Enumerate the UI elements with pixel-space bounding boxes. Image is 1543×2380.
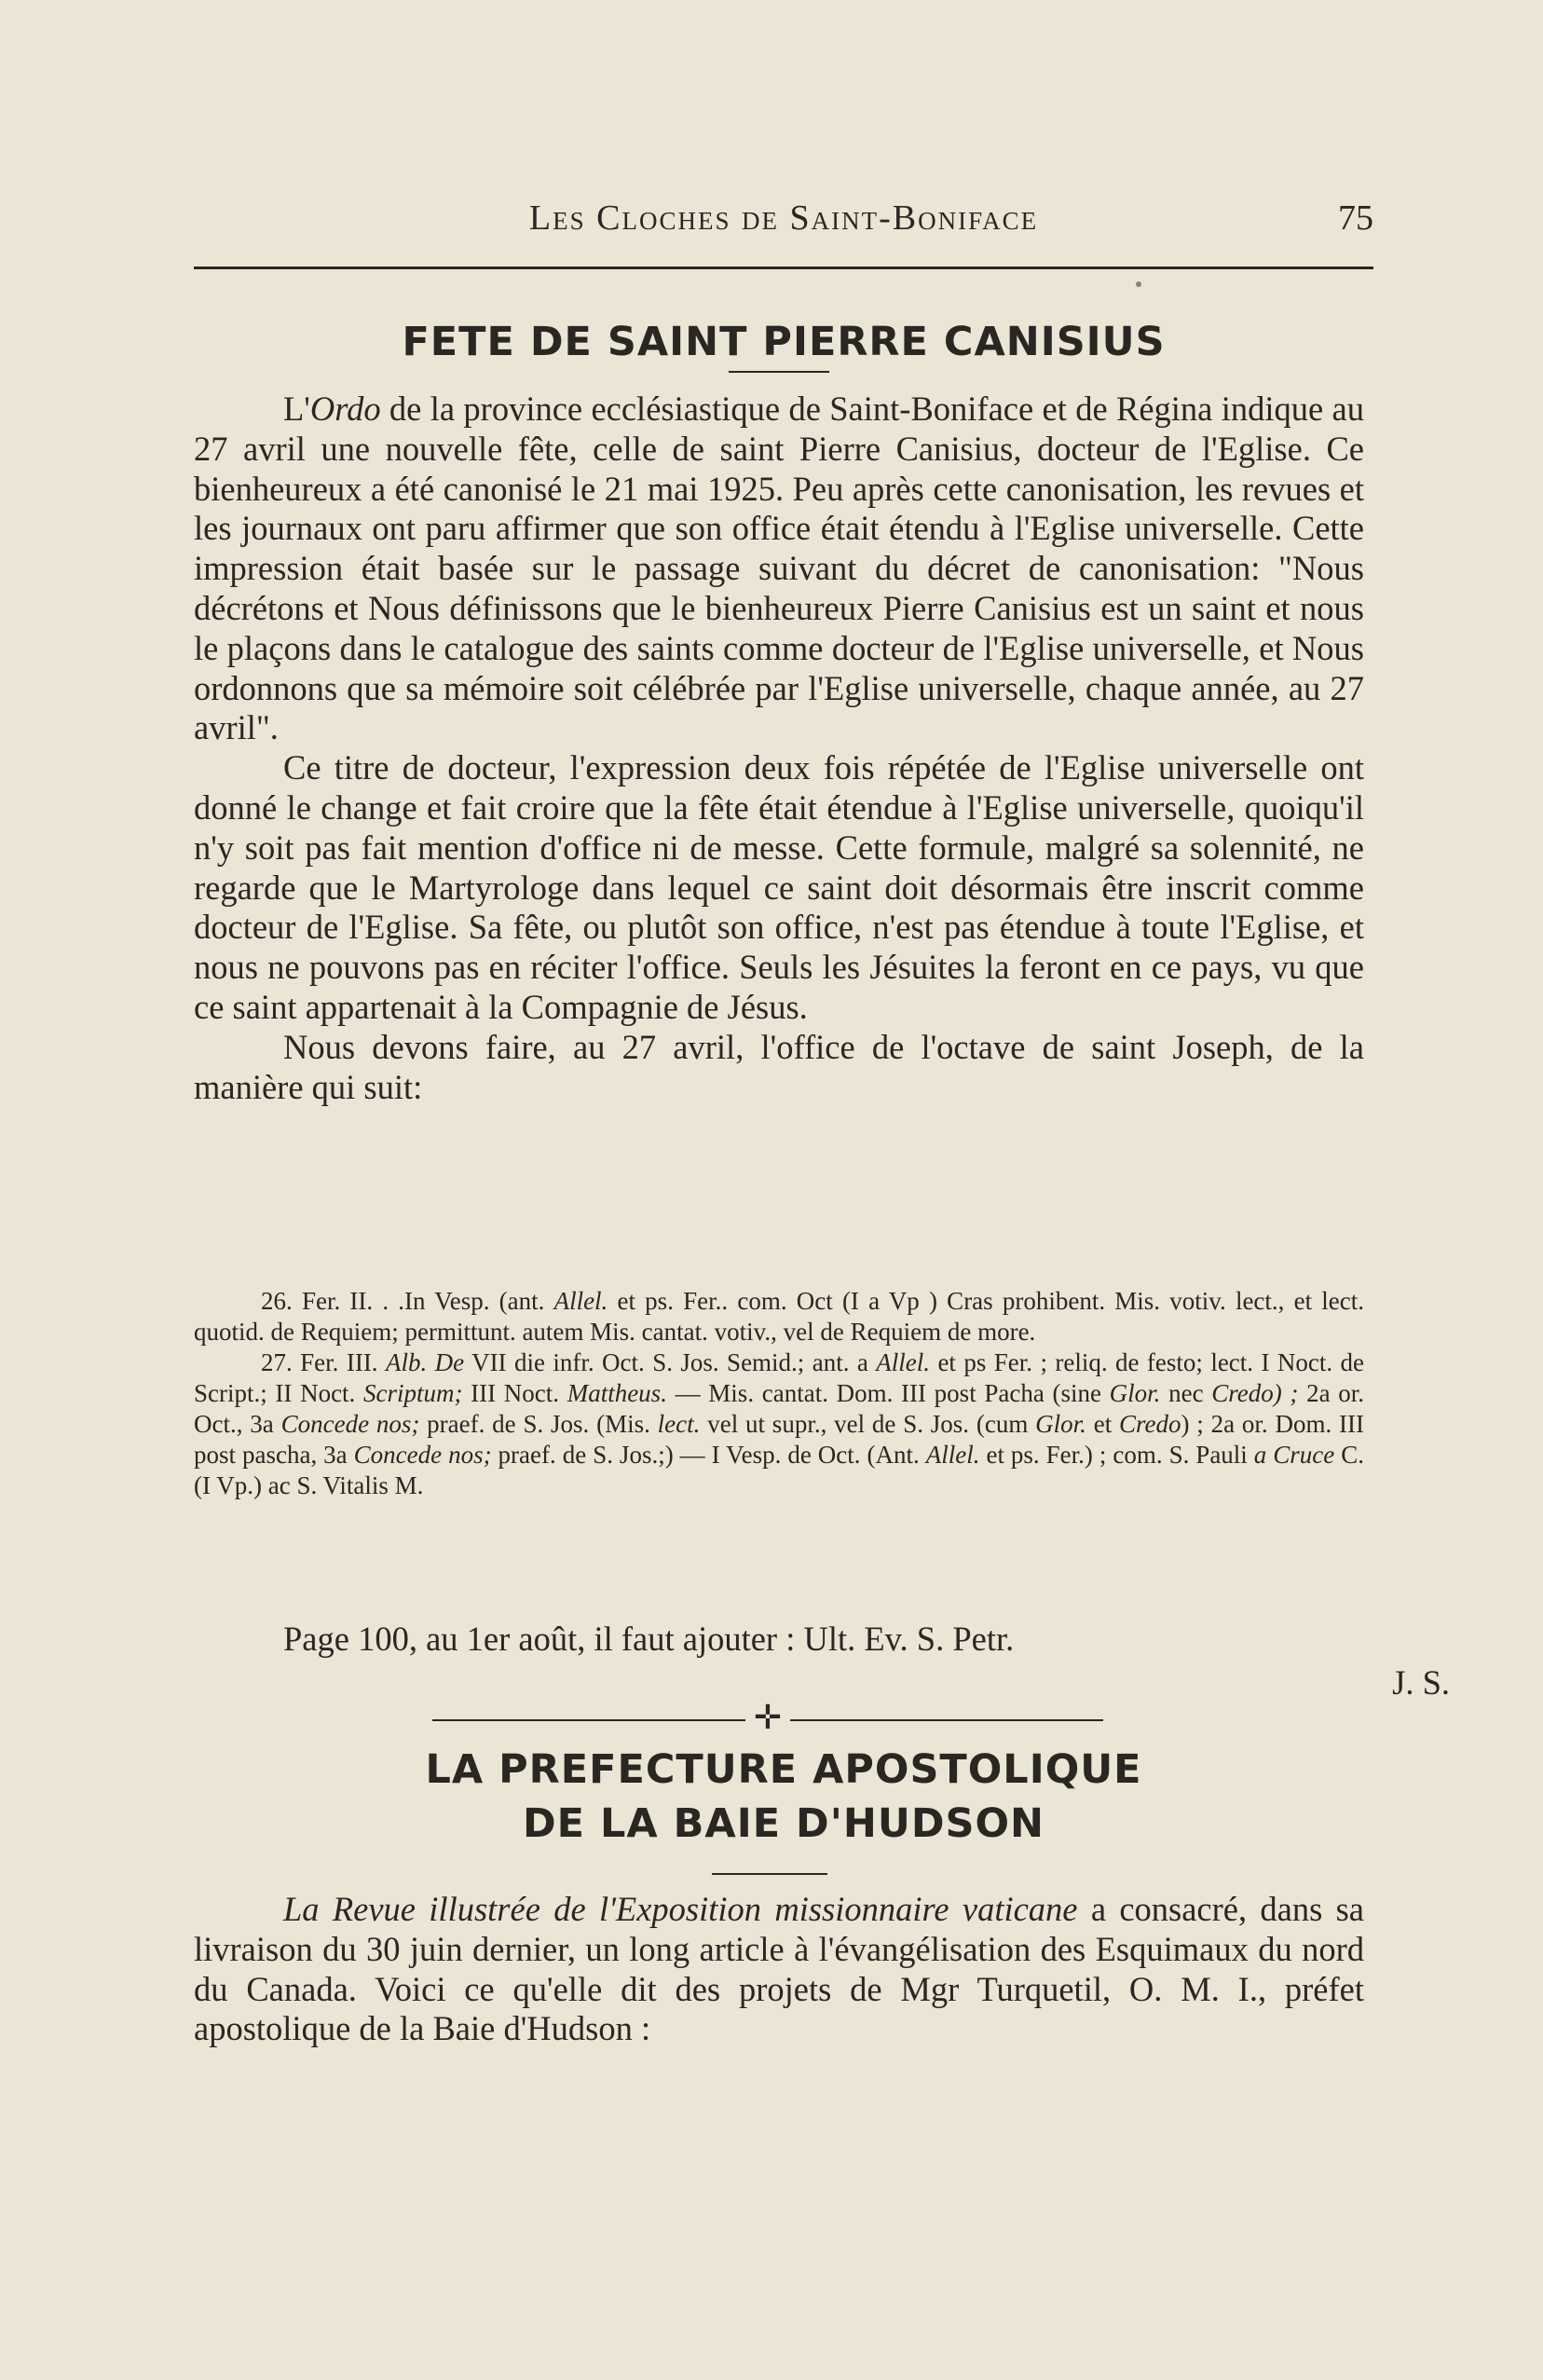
journal-title: Les Cloches de Saint-Boniface [528, 198, 1039, 238]
italic-text: lect. [657, 1410, 701, 1438]
title-line: DE LA BAIE D'HUDSON [522, 1800, 1045, 1847]
text: praef. de S. Jos.;) — I Vesp. de Oct. (Ant. [491, 1441, 926, 1469]
italic-text: Credo) ; [1211, 1379, 1299, 1407]
text: et ps. Fer.) ; com. S. Pauli [979, 1441, 1254, 1469]
title-underline [712, 1873, 827, 1875]
article-body-2 [194, 1890, 1364, 2049]
italic-text: La Revue illustrée de l'Exposition missionnaire vaticane [283, 1890, 1078, 1928]
text: vel ut supr., vel de S. Jos. (cum [700, 1410, 1036, 1438]
ordo-entry-26 [194, 1286, 1364, 1347]
italic-text: Glor. [1109, 1379, 1161, 1407]
text: 26. Fer. II. . .In Vesp. (ant. [261, 1287, 554, 1315]
article-body [194, 390, 1364, 1107]
italic-text: Allel. [553, 1287, 608, 1315]
text: de la province ecclésiastique de Saint-Boniface et de Régina indique au 27 avril une nouvelle fête, celle de saint Pierre Canisius, docteur de l'Eglise. Ce bienheureux a été canonisé le 21 mai 1925. Peu après cette canonisation, les revues et les journaux ont paru affirmer que son office était étendu à l'Eglise universelle. Cette impression était basée sur le passage suivant du décret de canonisation: "Nous décrétons et Nous définissons que le bienheureux Pierre Canisius est un saint et nous le plaçons dans le catalogue des saints comme docteur de l'Eglise universelle, et Nous ordonnons que sa mémoire soit célébrée par l'Eglise universelle, chaque année, au 27 avril". [194, 390, 1364, 747]
italic-text: Mattheus. [567, 1379, 667, 1407]
italic-text: Allel. [876, 1348, 931, 1376]
article-title: FETE DE SAINT PIERRE CANISIUS [402, 319, 1166, 365]
italic-text: Allel. [925, 1441, 980, 1469]
title-line: LA PREFECTURE APOSTOLIQUE [425, 1746, 1142, 1793]
ordo-entry-27 [194, 1347, 1364, 1501]
text: L' [283, 390, 310, 428]
text: III Noct. [462, 1379, 567, 1407]
italic-text: Glor. [1035, 1410, 1086, 1438]
paragraph: Ce titre de docteur, l'expression deux fois répétée de l'Eglise universelle ont donné le change et fait croire que la fête était étendue à l'Eglise universelle, quoiqu'il n'y soit pas fait mention d'office ni de messe. Cette formule, malgré sa solennité, ne regarde que le Martyrologe dans lequel ce saint doit désormais être inscrit comme docteur de l'Eglise. Sa fête, ou plutôt son office, n'est pas étendue à toute l'Eglise, et nous ne pouvons pas en réciter l'office. Seuls les Jésuites la feront en ce pays, vu que ce saint appartenait à la Compagnie de Jésus. [194, 748, 1364, 1026]
paragraph [194, 390, 1364, 748]
text: C. (I Vp.) ac S. Vitalis M. [194, 1441, 1365, 1499]
italic-text: Concede nos; [280, 1410, 420, 1438]
header-rule [194, 267, 1373, 269]
separator-line [790, 1719, 1103, 1721]
text: praef. de S. Jos. (Mis. [419, 1410, 658, 1438]
text: et ps Fer. ; reliq. de festo; lect. I Noct. de Script.; II Noct. [194, 1348, 1365, 1407]
print-speck [1136, 281, 1141, 287]
text: VII die infr. Oct. S. Jos. Semid.; ant. a [464, 1348, 877, 1376]
ordo-instructions [194, 1286, 1364, 1501]
page-number: 75 [1338, 198, 1373, 238]
text: nec [1160, 1379, 1212, 1407]
signature: J. S. [1392, 1663, 1450, 1702]
paragraph [194, 1890, 1364, 2049]
italic-text: a Cruce [1253, 1441, 1335, 1469]
text: et [1086, 1410, 1120, 1438]
text: et ps. Fer.. com. Oct (I a Vp ) Cras prohibent. Mis. votiv. lect., et lect. quotid. de Requiem; permittunt. autem Mis. cantat. votiv., vel de Requiem de more. [194, 1287, 1365, 1346]
italic-text: Concede nos; [353, 1441, 492, 1469]
text: — Mis. cantat. Dom. III post Pacha (sine [666, 1379, 1110, 1407]
italic-text: Alb. De [385, 1348, 465, 1376]
running-head [194, 198, 1373, 253]
text: 2a or. Oct., 3a [194, 1379, 1365, 1438]
page-note-block [194, 1620, 1364, 1660]
italic-text: Credo [1119, 1410, 1181, 1438]
text: 27. Fer. III. [261, 1348, 386, 1376]
italic-text: Scriptum; [362, 1379, 463, 1407]
section-separator [432, 1699, 1103, 1736]
title-underline [729, 371, 829, 373]
text: ) ; 2a or. Dom. III post pascha, 3a [194, 1410, 1364, 1469]
article-title-2 [194, 1743, 1373, 1851]
cross-icon: ✛ [753, 1699, 783, 1736]
page-note: Page 100, au 1er août, il faut ajouter : Ult. Ev. S. Petr. [283, 1620, 1015, 1658]
paragraph: Nous devons faire, au 27 avril, l'office de l'octave de saint Joseph, de la manière qui suit: [194, 1027, 1364, 1106]
italic-text: Ordo [309, 390, 381, 428]
text: a consacré, dans sa livraison du 30 juin dernier, un long article à l'évangélisation des Esquimaux du nord du Canada. Voici ce qu'elle dit des projets de Mgr Turquetil, O. M. I., préfet apostolique de la Baie d'Hudson : [194, 1890, 1365, 2048]
separator-line [432, 1719, 745, 1721]
